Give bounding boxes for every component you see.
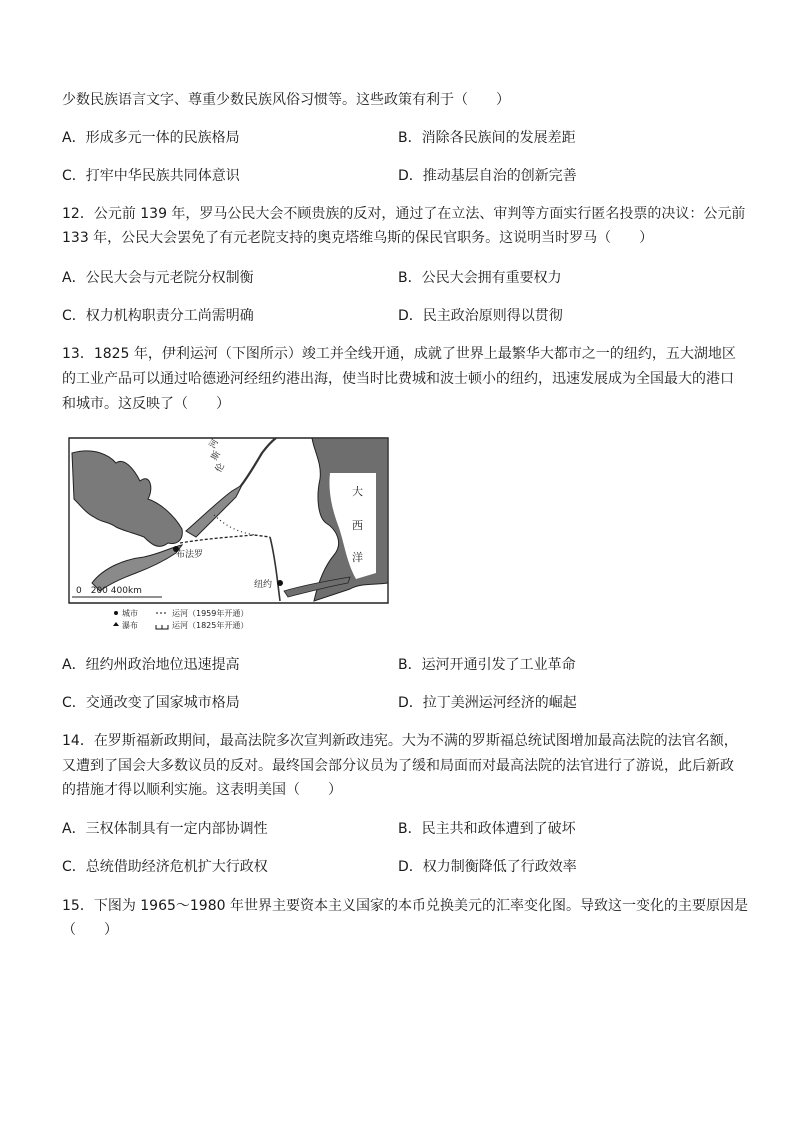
q12-stem-line2: 133 年，公民大会罢免了有元老院支持的奥克塔维乌斯的保民官职务。这说明当时罗马（ ） [62,230,654,246]
q13-option-a: A．纽约州政治地位迅速提高 [62,657,240,673]
q12-option-b: B．公民大会拥有重要权力 [398,270,562,286]
q14-option-a: A．三权体制具有一定内部协调性 [62,821,268,837]
legend-canal1825: 运河（1825年开通） [172,621,249,630]
q13-option-b: B．运河开通引发了工业革命 [398,657,576,673]
q11-option-b: B．消除各民族间的发展差距 [398,130,576,146]
q12-option-c: C．权力机构职责分工尚需明确 [62,308,254,324]
map-label-buffalo: 布法罗 [176,550,204,560]
map-label-si: 斯 [209,449,224,463]
q14-option-b: B．民主共和政体遭到了破坏 [398,821,576,837]
q11-option-a: A．形成多元一体的民族格局 [62,130,240,146]
q14-option-d: D．权力制衡降低了行政效率 [398,859,577,875]
map-label-ocean-1: 大 [352,485,363,498]
q15-stem-line2: （ ） [62,922,118,938]
q11-option-d: D．推动基层自治的创新完善 [398,168,577,184]
q13-option-d: D．拉丁美洲运河经济的崛起 [398,695,577,711]
newyork-city-marker [277,580,283,586]
scale-text: 0 200 400km [76,586,142,596]
map-label-ocean-3: 洋 [352,551,363,564]
q12-option-d: D．民主政治原则得以贯彻 [398,308,563,324]
map-label-ocean-2: 西 [352,519,363,532]
map-label-river: 河 [207,437,222,451]
legend-falls: 瀑布 [122,621,138,630]
legend-canal1959: 运河（1959年开通） [172,609,249,618]
q13-stem-line1: 13．1825 年，伊利运河（下图所示）竣工并全线开通，成就了世界上最繁华大都市之一的纽约，五大湖地区 [62,346,736,362]
q13-stem-line2: 的工业产品可以通过哈德逊河经纽约港出海，使当时比费城和波士顿小的纽约，迅速发展成为全国最大的港口 [62,371,734,387]
map-label-lun: 伦 [213,461,228,475]
erie-canal-map [64,433,390,640]
q12-stem-line1: 12．公元前 139 年，罗马公民大会不顾贵族的反对，通过了在立法、审判等方面实行匿名投票的决议：公元前 [62,206,746,222]
map-label-newyork: 纽约 [254,580,273,590]
q14-stem-line1: 14．在罗斯福新政期间，最高法院多次宣判新政违宪。大为不满的罗斯福总统试图增加最高法院的法官名额， [62,733,738,749]
q13-stem-line3: 和城市。这反映了（ ） [62,396,230,412]
legend-city: 城市 [122,609,138,618]
q14-stem-line3: 的措施才得以顺利实施。这表明美国（ ） [62,782,342,798]
legend-city-symbol [114,611,118,615]
q14-stem-line2: 又遭到了国会大多数议员的反对。最终国会部分议员为了缓和局面而对最高法院的法官进行了游说，此后新政 [62,758,734,774]
q11-option-c: C．打牢中华民族共同体意识 [62,168,240,184]
q15-stem-line1: 15．下图为 1965～1980 年世界主要资本主义国家的本币兑换美元的汇率变化图。导致这一变化的主要原因是 [62,898,748,914]
q13-option-c: C．交通改变了国家城市格局 [62,695,240,711]
q12-option-a: A．公民大会与元老院分权制衡 [62,270,254,286]
q11-stem-tail: 少数民族语言文字、尊重少数民族风俗习惯等。这些政策有利于（ ） [62,92,510,108]
q14-option-c: C．总统借助经济危机扩大行政权 [62,859,268,875]
